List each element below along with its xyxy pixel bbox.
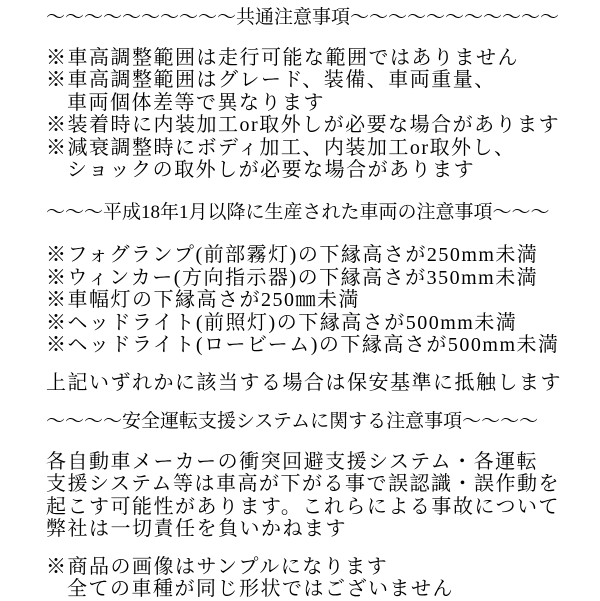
notice-line: 支援システム等は車高が下がる事で誤認識・誤作動を (46, 473, 560, 495)
notice-line-continuation: 車両個体差等で異なります (67, 91, 325, 114)
notice-line: ※フォグランプ(前部霧灯)の下縁高さが250mm未満 (46, 244, 539, 266)
notice-line: ※ヘッドライト(ロービーム)の下縁高さが500mm未満 (46, 334, 560, 356)
section-heading-driver-assist: ～～～～安全運転支援システムに関する注意事項～～～～ (46, 411, 539, 432)
notice-line-continuation: ショックの取外しが必要な場合があります (67, 159, 476, 181)
notice-line: ※車幅灯の下縁高さが250㎜未満 (46, 289, 360, 311)
heisei18-notes-block (46, 244, 582, 357)
notice-line: ※車高調整範囲はグレード、装備、車両重量、 (46, 69, 496, 91)
notice-line: 起こす可能性があります。これらによる事故について (46, 495, 560, 518)
notice-line-continuation: 全ての車種が同じ形状ではございません (67, 578, 454, 600)
notice-line: 弊社は一切責任を負いかねます (46, 518, 347, 540)
notice-line: 各自動車メーカーの衝突回避支援システム・各運転 (46, 450, 539, 473)
section-heading-heisei18-vehicles: ～～～平成18年1月以降に生産された車両の注意事項～～～ (46, 201, 550, 223)
section-heading-common-notes: ～～～～～～～～～～共通注意事項～～～～～～～～～～～ (46, 7, 560, 28)
safety-standard-footnote: 上記いずれかに該当する場合は保安基準に抵触します (46, 371, 562, 394)
driver-assist-notes-block (46, 451, 582, 541)
notice-line: ※装着時に内装加工or取外しが必要な場合があります (46, 114, 561, 136)
common-notes-block (46, 47, 582, 182)
notice-line: ※商品の画像はサンプルになります (46, 555, 389, 578)
product-image-notes-block (46, 556, 582, 601)
notice-line: ※ウィンカー(方向指示器)の下縁高さが350mm未満 (46, 266, 539, 289)
notice-line: ※減衰調整時にボディ加工、内装加工or取外し、 (46, 136, 516, 159)
notice-line: ※ヘッドライト(前照灯)の下縁高さが500mm未満 (46, 311, 518, 334)
notice-line: ※車高調整範囲は走行可能な範囲ではありません (46, 46, 519, 69)
